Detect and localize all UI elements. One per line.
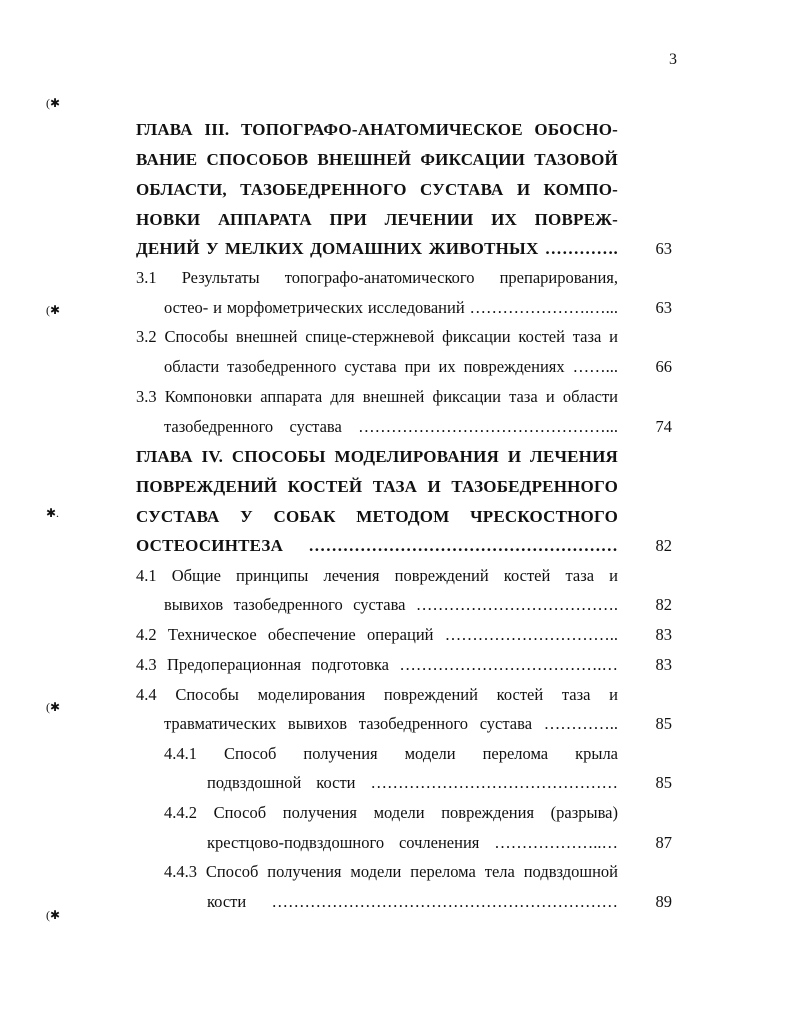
toc-entry-3-2: 3.2 Способы внешней спице-стержневой фиксации костей таза и xyxy=(136,327,618,346)
toc-entry-4-4-1-cont: подвздошной кости ……………………………………… xyxy=(207,773,618,792)
chapter-3-title-line: ОБЛАСТИ, ТАЗОБЕДРЕННОГО СУСТАВА И КОМПО- xyxy=(136,180,618,199)
toc-page-4-4-3: 89 xyxy=(655,892,672,911)
toc-page-3-1: 63 xyxy=(655,298,672,317)
toc-entry-3-2-cont: области тазобедренного сустава при их повреждениях ……... xyxy=(164,357,618,376)
toc-entry-3-1-cont: остео- и морфометрических исследований ………………….…... xyxy=(164,298,618,317)
toc-page-4-1: 82 xyxy=(655,595,672,614)
page-number: 3 xyxy=(669,51,677,68)
toc-entry-4-4-2-cont: крестцово-подвздошного сочленения ………………..… xyxy=(207,833,618,852)
toc-page-4-4: 85 xyxy=(655,714,672,733)
chapter-3-title-line: НОВКИ АППАРАТА ПРИ ЛЕЧЕНИИ ИХ ПОВРЕЖ- xyxy=(136,210,618,229)
chapter-4-title-line: ОСТЕОСИНТЕЗА ……………………………………………… xyxy=(136,536,618,555)
toc-page-4-2: 83 xyxy=(655,625,672,644)
hole-mark: (✱ xyxy=(46,908,61,922)
hole-mark: (✱ xyxy=(46,303,61,317)
chapter-4-page: 82 xyxy=(655,536,672,555)
chapter-3-title-line: ГЛАВА III. ТОПОГРАФО-АНАТОМИЧЕСКОЕ ОБОСНО- xyxy=(136,120,618,139)
toc-entry-4-4-2: 4.4.2 Способ получения модели повреждения (разрыва) xyxy=(164,803,618,822)
toc-entry-4-3: 4.3 Предоперационная подготовка ……………………………….… xyxy=(136,655,618,674)
toc-page-4-3: 83 xyxy=(655,655,672,674)
toc-entry-4-4: 4.4 Способы моделирования повреждений костей таза и xyxy=(136,685,618,704)
chapter-3-page: 63 xyxy=(655,239,672,258)
toc-entry-4-1-cont: вывихов тазобедренного сустава ………………………………. xyxy=(164,595,618,614)
toc-entry-3-3-cont: тазобедренного сустава ………………………………………... xyxy=(164,417,618,436)
toc-entry-3-3: 3.3 Компоновки аппарата для внешней фиксации таза и области xyxy=(136,387,618,406)
toc-entry-3-1: 3.1 Результаты топографо-анатомического препарирования, xyxy=(136,268,618,287)
toc-entry-4-2: 4.2 Техническое обеспечение операций ………………………….. xyxy=(136,625,618,644)
chapter-4-title-line: ПОВРЕЖДЕНИЙ КОСТЕЙ ТАЗА И ТАЗОБЕДРЕННОГО xyxy=(136,477,618,496)
hole-mark: (✱ xyxy=(46,96,61,110)
chapter-4-title-line: СУСТАВА У СОБАК МЕТОДОМ ЧРЕСКОСТНОГО xyxy=(136,507,618,526)
toc-page-3-2: 66 xyxy=(655,357,672,376)
toc-entry-4-4-1: 4.4.1 Способ получения модели перелома крыла xyxy=(164,744,618,763)
hole-mark: ✱. xyxy=(46,506,60,520)
chapter-3-title-line: ВАНИЕ СПОСОБОВ ВНЕШНЕЙ ФИКСАЦИИ ТАЗОВОЙ xyxy=(136,150,618,169)
chapter-4-title-line: ГЛАВА IV. СПОСОБЫ МОДЕЛИРОВАНИЯ И ЛЕЧЕНИЯ xyxy=(136,447,618,466)
toc-page-3-3: 74 xyxy=(655,417,672,436)
toc-entry-4-4-3: 4.4.3 Способ получения модели перелома тела подвздошной xyxy=(164,862,618,881)
toc-page-4-4-1: 85 xyxy=(655,773,672,792)
toc-page-4-4-2: 87 xyxy=(655,833,672,852)
chapter-3-title-line: ДЕНИЙ У МЕЛКИХ ДОМАШНИХ ЖИВОТНЫХ …………. xyxy=(136,239,618,258)
toc-entry-4-1: 4.1 Общие принципы лечения повреждений костей таза и xyxy=(136,566,618,585)
toc-entry-4-4-cont: травматических вывихов тазобедренного сустава ………….. xyxy=(164,714,618,733)
hole-mark: (✱ xyxy=(46,700,61,714)
toc-entry-4-4-3-cont: кости ……………………………………………………… xyxy=(207,892,618,911)
